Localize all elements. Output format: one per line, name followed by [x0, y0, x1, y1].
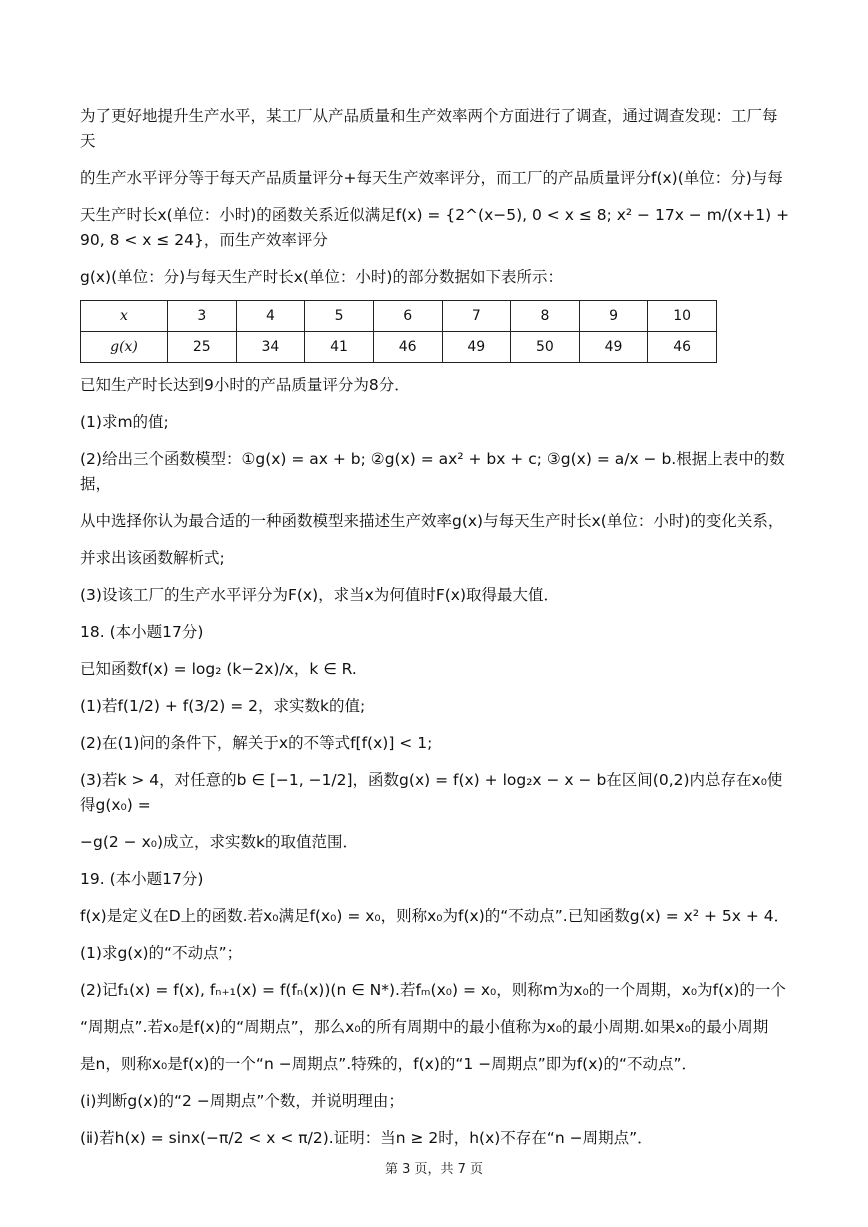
problem19-sub-i: (ⅰ)判断g(x)的“2 −周期点”个数，并说明理由； — [80, 1092, 404, 1110]
problem17-intro-line3: 天生产时长x(单位：小时)的函数关系近似满足f(x) = {2^(x−5), 0 < x ≤ 8; x² − 17x − m/(x+1) + 90, 8 < x ≤ 24}，而生产效率评分 — [80, 206, 790, 249]
problem18-given: 已知函数f(x) = log₂ (k−2x)/x，k ∈ R. — [80, 660, 357, 678]
table-cell: 41 — [305, 332, 374, 363]
table-cell: 10 — [648, 301, 717, 332]
table-cell: 3 — [168, 301, 237, 332]
table-cell: 46 — [648, 332, 717, 363]
problem18-q3-line2: −g(2 − x₀)成立，求实数k的取值范围． — [80, 833, 358, 851]
table-cell: 34 — [236, 332, 305, 363]
problem19-q2-line1: (2)记f₁(x) = f(x), fₙ₊₁(x) = f(fₙ(x))(n ∈ N*).若fₘ(x₀) = x₀，则称m为x₀的一个周期，x₀为f(x)的一个 — [80, 981, 786, 999]
document-page — [80, 104, 790, 1163]
table-cell: 8 — [511, 301, 580, 332]
problem17-intro-line4: g(x)(单位：分)与每天生产时长x(单位：小时)的部分数据如下表所示： — [80, 268, 563, 286]
problem17-q2-line1: (2)给出三个函数模型：①g(x) = ax + b; ②g(x) = ax² + bx + c; ③g(x) = a/x − b.根据上表中的数据， — [80, 450, 785, 493]
table-cell: 49 — [442, 332, 511, 363]
problem18-q3-line1: (3)若k > 4，对任意的b ∈ [−1, −1/2]，函数g(x) = f(x) + log₂x − x − b在区间(0,2)内总存在x₀使得g(x₀) = — [80, 771, 783, 814]
problem18-q2: (2)在(1)问的条件下，解关于x的不等式f[f(x)] < 1; — [80, 734, 433, 752]
table-cell: 50 — [511, 332, 580, 363]
table-cell: 7 — [442, 301, 511, 332]
table-header-x: x — [81, 301, 168, 332]
table-row-g — [81, 332, 717, 363]
problem19-q1: (1)求g(x)的“不动点”； — [80, 944, 243, 962]
table-cell: 4 — [236, 301, 305, 332]
problem19-q2-line2: “周期点”.若x₀是f(x)的“周期点”，那么x₀的所有周期中的最小值称为x₀的最小周期.如果x₀的最小周期 — [80, 1018, 769, 1036]
problem17-q1: (1)求m的值; — [80, 413, 169, 431]
table-cell: 25 — [168, 332, 237, 363]
table-row-x — [81, 301, 717, 332]
table-cell: 46 — [373, 332, 442, 363]
problem17-q2-line3: 并求出该函数解析式; — [80, 549, 225, 567]
problem17-intro-line2: 的生产水平评分等于每天产品质量评分+每天生产效率评分，而工厂的产品质量评分f(x)(单位：分)与每 — [80, 169, 783, 187]
table-header-g: g(x) — [81, 332, 168, 363]
table-cell: 6 — [373, 301, 442, 332]
problem19-sub-ii: (ⅱ)若h(x) = sinx(−π/2 < x < π/2).证明：当n ≥ 2时，h(x)不存在“n −周期点”． — [80, 1129, 653, 1147]
table-cell: 5 — [305, 301, 374, 332]
problem19-q2-line3: 是n，则称x₀是f(x)的一个“n −周期点”.特殊的，f(x)的“1 −周期点”即为f(x)的“不动点”． — [80, 1055, 698, 1073]
table-cell: 9 — [579, 301, 648, 332]
problem17-intro-line1: 为了更好地提升生产水平，某工厂从产品质量和生产效率两个方面进行了调查，通过调查发现：工厂每天 — [80, 107, 778, 150]
data-table — [80, 300, 717, 363]
problem18-title: 18. (本小题17分) — [80, 623, 204, 641]
problem19-def: f(x)是定义在D上的函数.若x₀满足f(x₀) = x₀，则称x₀为f(x)的“不动点”.已知函数g(x) = x² + 5x + 4． — [80, 907, 790, 925]
page-footer: 第 3 页，共 7 页 — [384, 1162, 484, 1177]
problem17-q2-line2: 从中选择你认为最合适的一种函数模型来描述生产效率g(x)与每天生产时长x(单位：小时)的变化关系， — [80, 512, 784, 530]
problem17-q3: (3)设该工厂的生产水平评分为F(x)，求当x为何值时F(x)取得最大值． — [80, 586, 559, 604]
table-cell: 49 — [579, 332, 648, 363]
problem17-known: 已知生产时长达到9小时的产品质量评分为8分． — [80, 376, 410, 394]
problem18-q1: (1)若f(1/2) + f(3/2) = 2，求实数k的值; — [80, 697, 366, 715]
problem19-title: 19. (本小题17分) — [80, 870, 204, 888]
